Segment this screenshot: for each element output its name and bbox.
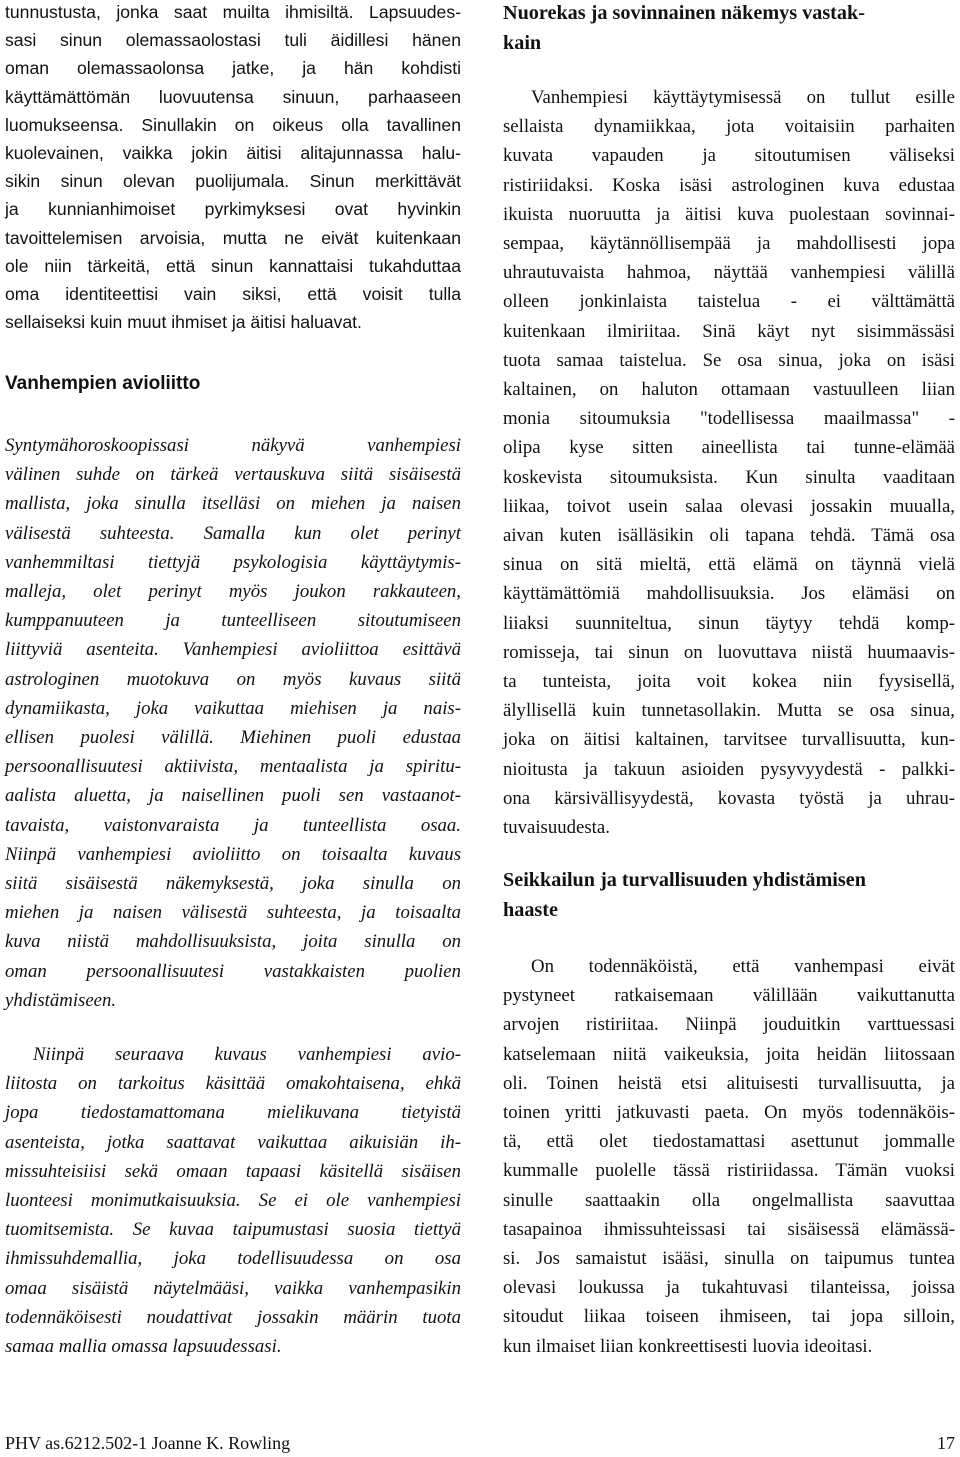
- section-heading-vanhempien-avioliitto: Vanhempien avioliitto: [5, 373, 201, 394]
- text-line: kummalle puolelle tässä ristiriidassa. Tämän vuoksi: [503, 1160, 955, 1182]
- text-line: luomukseensa. Sinullakin on oikeus olla tavallinen: [5, 114, 461, 135]
- text-line: tuota samaa taistelua. Se osa sinua, joka on isäsi: [503, 349, 955, 371]
- text-line: olleen jonkinlaista taistelua - ei välttämättä: [503, 291, 955, 313]
- text-line: ja kunnianhimoiset pyrkimyksesi ovat hyvinkin: [5, 199, 461, 220]
- text-line: kuvata vapauden ja sitoutumisen väliseksi: [503, 145, 955, 167]
- text-line: liitosta on tarkoitus käsittää omakohtaisena, ehkä: [5, 1073, 461, 1095]
- heading-line: Seikkailun ja turvallisuuden yhdistämisen: [503, 869, 866, 891]
- text-line: Syntymähoroskoopissasi näkyvä vanhempiesi: [5, 435, 461, 456]
- text-line: kuolevainen, vaikka jokin äitisi alitajunnassa halu-: [5, 143, 461, 164]
- text-line: liittyviä asenteita. Vanhempiesi avioliittoa esittävä: [5, 639, 461, 661]
- text-line: tunnustusta, jonka saat muilta ihmisiltä. Lapsuudes-: [5, 2, 461, 22]
- right-paragraph-1: [503, 83, 955, 842]
- text-line: toinen yritti jatkuvasti paeta. On myös todennäköis-: [503, 1102, 955, 1124]
- text-line: persoonallisuutesi aktiivista, mentaalista ja spiritu-: [5, 756, 461, 778]
- text-line: tuomitsemista. Se kuvaa taipumustasi suosia tiettyä: [5, 1219, 461, 1241]
- text-line: ihmissuhdemallia, joka todellisuudessa on osa: [5, 1248, 461, 1270]
- text-line: jopa tiedostamattomana mielikuvana tietyistä: [5, 1102, 461, 1124]
- text-line: olipa kyse sitten aineellista tai tunne-elämää: [503, 437, 955, 459]
- text-line: liiaksi suunniteltua, sinun täytyy tehdä komp-: [503, 612, 955, 634]
- right-paragraph-2: [503, 952, 955, 1361]
- text-line: monia sitoumuksia "todellisessa maailmassa" -: [503, 408, 955, 430]
- section-heading-nuorekas: [503, 0, 955, 58]
- text-line: astrologinen muotokuva on myös kuvaus siitä: [5, 668, 461, 690]
- text-line: kumppanuuteen ja tunteelliseen sitoutumiseen: [5, 610, 461, 632]
- text-line: sinulle saattaakin olla ongelmallista saavuttaa: [503, 1189, 955, 1211]
- page-number: 17: [937, 1433, 955, 1453]
- text-line: sellaista dynamiikkaa, jota voitaisiin parhaiten: [503, 116, 955, 138]
- text-line: tavaista, vaistonvaraista ja tunteellista osaa.: [5, 814, 461, 836]
- text-line: kuitenkaan ilmiriitaa. Sinä käyt nyt sisimmässäsi: [503, 320, 955, 342]
- text-line: oman persoonallisuutesi vastakkaisten puolien: [5, 960, 461, 982]
- text-line: liikaa, toivot usein salaa olevasi jossakin muualla,: [503, 495, 955, 517]
- text-line: ta tunteista, joita voit kokea niin fyysisellä,: [503, 671, 955, 693]
- text-line: ellisen puolesi välillä. Miehinen puoli edustaa: [5, 727, 461, 749]
- text-line: ristiriidaksi. Koska isäsi astrologinen kuva edustaa: [503, 174, 955, 196]
- text-line: välinen suhde on tärkeä vertauskuva siitä sisäisestä: [5, 464, 461, 486]
- left-paragraph-1: [5, 0, 461, 336]
- text-line: oman olemassaolonsa jatke, ja hän kohdisti: [5, 58, 461, 79]
- text-line: aivan kuten isälläsikin oli tapana tehdä. Tämä osa: [503, 525, 955, 547]
- text-line: kun ilmaiset liian konkreettisesti luovia ideoitasi.: [503, 1335, 873, 1357]
- text-line: ikuista nuoruutta ja äitisi kuva puolestaan sovinnai-: [503, 203, 955, 225]
- text-line: samaa mallia omassa lapsuudessasi.: [5, 1336, 282, 1358]
- text-line: tasapainoa ihmissuhteissasi tai sisäisessä elämässä-: [503, 1218, 955, 1240]
- text-line: tavoittelemisen arvoisia, mutta ne eivät kuitenkaan: [5, 227, 461, 248]
- heading-line: Nuorekas ja sovinnainen näkemys vastak-: [503, 2, 865, 24]
- text-line: miehen ja naisen välisestä suhteesta, ja toisaalta: [5, 902, 461, 924]
- text-line: arvojen ristiriitaa. Niinpä jouduitkin varttuessasi: [503, 1014, 955, 1036]
- text-line: Niinpä vanhempiesi avioliitto on toisaalta kuvaus: [5, 843, 461, 865]
- text-line: malleja, olet perinyt myös joukon rakkauteen,: [5, 581, 461, 603]
- text-line: välisestä suhteesta. Samalla kun olet perinyt: [5, 522, 461, 544]
- text-line: sitoudut liikaa toiseen ihmiseen, tai jopa silloin,: [503, 1306, 955, 1328]
- text-line: ole niin tärkeitä, että sinun kannattaisi tukahduttaa: [5, 255, 461, 276]
- heading-line: haaste: [503, 899, 558, 921]
- section-heading-seikkailun: [503, 865, 955, 925]
- text-line: oma identiteettisi vain siksi, että voisit tulla: [5, 284, 461, 305]
- text-line: tuvaisuudesta.: [503, 817, 610, 839]
- text-line: sasi sinun olemassaolostasi tuli äidillesi hänen: [5, 30, 461, 51]
- text-line: käyttämättömän luovuutensa sinuun, parhaaseen: [5, 86, 461, 107]
- text-line: nioitusta ja takuun asioiden pysyvyydestä - palkki-: [503, 758, 955, 780]
- text-line: romisseja, tai sinun on luovuttava niistä huumaavis-: [503, 641, 955, 663]
- heading-line: kain: [503, 32, 542, 54]
- text-line: luonteesi monimutkaisuuksia. Se ei ole vanhempiesi: [5, 1190, 461, 1212]
- text-line: älyllisellä kuin tunnetasollakin. Mutta se osa sinua,: [503, 700, 955, 722]
- text-line: Vanhempiesi käyttäytymisessä on tullut esille: [531, 87, 955, 108]
- text-line: dynamiikasta, joka vaikuttaa miehisen ja nais-: [5, 697, 461, 719]
- text-line: vanhemmiltasi tiettyjä psykologisia käyttäytymis-: [5, 551, 461, 573]
- footer-document-info: PHV as.6212.502-1 Joanne K. Rowling: [5, 1433, 291, 1453]
- text-line: todennäköisesti noudattivat jossakin määrin tuota: [5, 1306, 461, 1328]
- text-line: olevasi loukussa ja tukahtuvasi tilanteissa, joissa: [503, 1277, 955, 1299]
- text-line: uhrautuvaista hahmoa, näyttää vanhempiesi välillä: [503, 262, 955, 284]
- text-line: On todennäköistä, että vanhempasi eivät: [531, 956, 955, 977]
- text-line: mallista, joka sinulla itselläsi on miehen ja naisen: [5, 493, 461, 515]
- text-line: aalista aluetta, ja naisellinen puoli sen vastaanot-: [5, 785, 461, 807]
- text-line: missuhteisiisi sekä omaan tapaasi käsitellä sisäisen: [5, 1160, 461, 1182]
- text-line: käyttämättömiä mahdollisuuksia. Jos elämäsi on: [503, 583, 955, 605]
- text-line: sinua on sitä mieltä, että elämä on täynnä vielä: [503, 554, 955, 576]
- text-line: kuva niistä mahdollisuuksista, joita sinulla on: [5, 931, 461, 953]
- text-line: kaltainen, on haluton ottamaan vastuulleen liian: [503, 379, 955, 401]
- text-line: tä, että olet tiedostamattasi asettunut jommalle: [503, 1131, 955, 1153]
- text-line: si. Jos samaistut isääsi, sinulla on taipumus tuntea: [503, 1248, 955, 1270]
- text-line: siitä sisäisestä näkemyksestä, joka sinulla on: [5, 873, 461, 895]
- text-line: asenteista, jotka saattavat vaikuttaa aikuisiän ih-: [5, 1131, 461, 1153]
- text-line: omaa sisäistä näytelmääsi, vaikka vanhempasikin: [5, 1277, 461, 1299]
- text-line: sempaa, käytännöllisempää ja mahdollisesti jopa: [503, 233, 955, 255]
- text-line: joka on äitisi kaltainen, tarvitsee turvallisuutta, kun-: [503, 729, 955, 751]
- text-line: katselemaan niitä vaikeuksia, joita heidän liitossaan: [503, 1043, 955, 1065]
- text-line: sellaiseksi kuin muut ihmiset ja äitisi haluavat.: [5, 312, 362, 333]
- text-line: koskevista sitoumuksista. Kun sinulta vaaditaan: [503, 466, 955, 488]
- text-line: pystyneet ratkaisemaan välillään vaikuttanutta: [503, 985, 955, 1007]
- text-line: sikin sinun olevan puolijumala. Sinun merkittävät: [5, 171, 461, 192]
- text-line: ona kärsivällisyydestä, kovasta työstä ja uhrau-: [503, 787, 955, 809]
- text-line: yhdistämiseen.: [5, 989, 117, 1011]
- text-line: oli. Toinen heistä etsi alituisesti turvallisuutta, ja: [503, 1072, 955, 1094]
- text-line: Niinpä seuraava kuvaus vanhempiesi avio-: [33, 1044, 461, 1065]
- left-paragraph-3: [5, 1040, 461, 1361]
- page-footer: [5, 1433, 955, 1454]
- left-paragraph-2: [5, 431, 461, 1015]
